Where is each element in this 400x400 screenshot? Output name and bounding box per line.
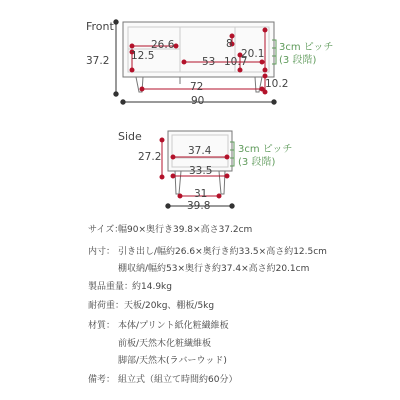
dim-leg-height: 10.2 <box>265 78 289 90</box>
dim-gap: 8 <box>226 38 233 50</box>
spec-value: 前板/天然木化粧繊維板 <box>118 339 212 349</box>
spec-value: 脚部/天然木(ラバーウッド) <box>118 356 227 366</box>
dim-dot <box>130 68 134 72</box>
spec-label: 製品重量： <box>88 282 134 292</box>
dim-dot <box>225 155 229 159</box>
dim-dot <box>238 68 242 72</box>
dim-dot <box>174 44 178 48</box>
spec-label: 耐荷重： <box>88 301 125 311</box>
spec-value: 棚収納/幅約53×奥行き約37.4×高さ約20.1cm <box>118 264 310 274</box>
dim-dot <box>182 60 186 64</box>
spec-label: 材質： <box>88 321 116 331</box>
dim-dot <box>171 155 175 159</box>
dim-dot <box>140 87 144 91</box>
dim-total-height: 37.2 <box>86 55 110 67</box>
spec-label: サイズ： <box>88 225 124 235</box>
front-pitch-line2: (3 段階) <box>279 55 317 66</box>
dim-dot <box>225 174 229 178</box>
dim-dot <box>263 90 267 94</box>
dim-dot <box>166 204 170 208</box>
dim-dot <box>160 175 164 179</box>
dim-dot <box>114 92 118 96</box>
dim-shelf-depth: 37.4 <box>188 145 212 157</box>
dim-dot <box>121 100 125 104</box>
front-pitch-note <box>279 41 333 67</box>
side-pitch-note <box>238 143 292 169</box>
spec-label: 備考： <box>88 375 116 385</box>
dim-dot <box>217 194 221 198</box>
side-pitch-line1: 3cm ピッチ <box>238 144 293 155</box>
dim-dot <box>171 174 175 178</box>
dim-dot <box>130 44 134 48</box>
dim-total-width: 90 <box>191 95 205 107</box>
spec-value: 本体/プリント紙化粧繊維板 <box>118 321 229 331</box>
spec-label: 内寸： <box>88 247 116 257</box>
dim-leg-span: 31 <box>194 188 208 200</box>
front-view-label: Front <box>86 20 114 33</box>
dim-shelf-width: 53 <box>202 56 216 68</box>
dim-side-height: 10.7 <box>224 56 248 68</box>
dim-total-depth: 39.8 <box>187 200 211 212</box>
side-leg-right <box>219 171 225 194</box>
dim-drawer-height: 12.5 <box>131 50 155 62</box>
spec-value: 引き出し/幅約26.6×奥行き約33.5×高さ約12.5cm <box>118 247 327 257</box>
spec-value: 天板/20kg、棚板/5kg <box>124 301 215 311</box>
dim-inner-width: 72 <box>190 81 204 93</box>
dim-drawer-depth: 33.5 <box>189 165 213 177</box>
dim-dot <box>230 204 234 208</box>
dim-dot <box>263 28 267 32</box>
dim-dot <box>260 60 264 64</box>
side-view-drawing <box>168 131 232 194</box>
dim-dot <box>160 138 164 142</box>
dim-dot <box>272 100 276 104</box>
side-leg-left <box>175 171 181 194</box>
spec-value: 幅90×奥行き39.8×高さ37.2cm <box>118 225 253 235</box>
side-pitch-line2: (3 段階) <box>238 157 276 168</box>
dim-dot <box>178 194 182 198</box>
front-pitch-line1: 3cm ピッチ <box>279 42 334 53</box>
dim-dot <box>114 20 118 24</box>
side-view-label: Side <box>118 130 142 143</box>
spec-value: 組立式（組立て時間約60分） <box>118 375 238 385</box>
dim-shelf-height: 20.1 <box>241 48 265 60</box>
dim-drawer-width: 26.6 <box>151 39 175 51</box>
dim-dot <box>263 68 267 72</box>
spec-value: 約14.9kg <box>132 282 172 292</box>
dim-side-total-height: 27.2 <box>138 151 162 163</box>
